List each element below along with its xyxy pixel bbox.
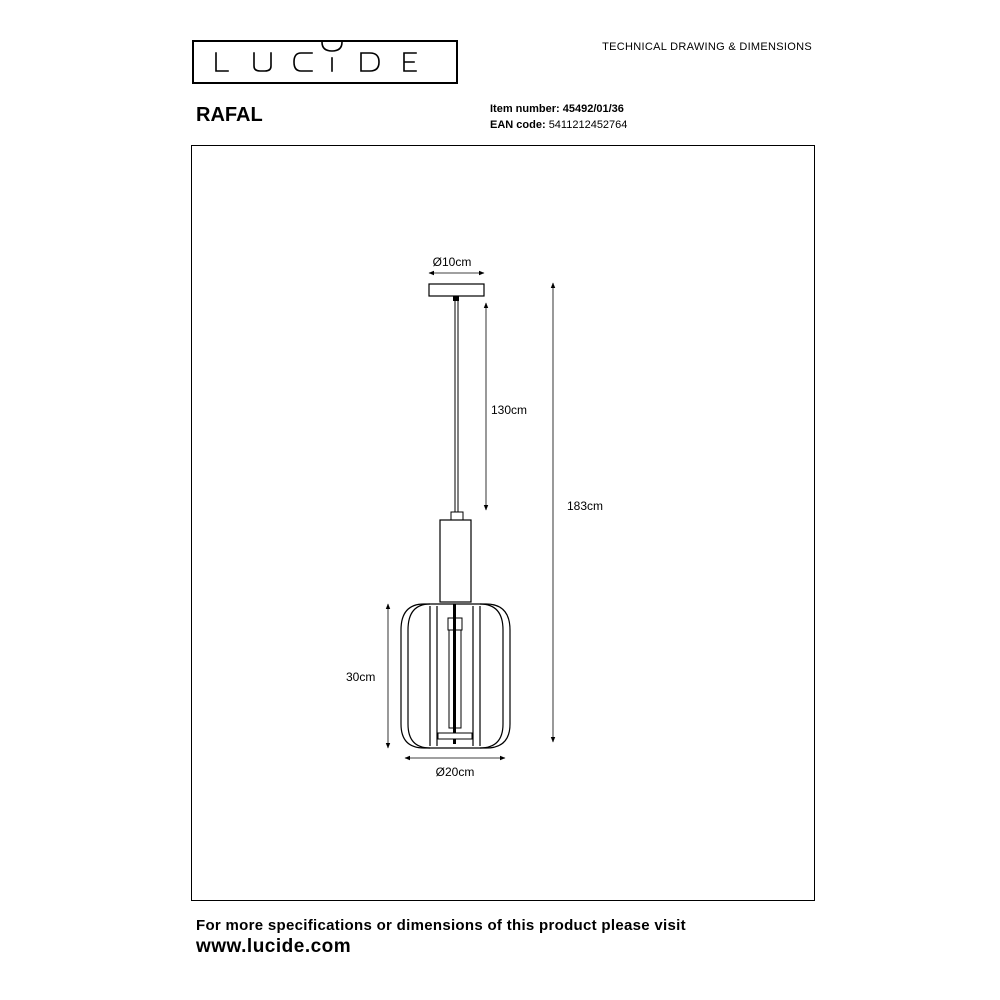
canopy-diameter-label: Ø10cm [432, 255, 472, 269]
cable-length-label: 130cm [491, 403, 528, 417]
ceiling-canopy [429, 284, 484, 301]
canopy-diameter-dimension [429, 255, 484, 273]
footer-text: For more specifications or dimensions of this product please visit [196, 917, 686, 934]
shade-diameter-label: Ø20cm [435, 765, 475, 779]
cable-length-dimension [486, 303, 527, 510]
document-type: TECHNICAL DRAWING & DIMENSIONS [602, 41, 812, 53]
total-height-label: 183cm [567, 499, 604, 513]
lamp-holder-tube [438, 512, 472, 744]
ean-code-value: 5411212452764 [548, 119, 628, 131]
shade-height-label: 30cm [346, 670, 376, 684]
shade-height-dimension [346, 604, 388, 748]
item-number-value: 45492/01/36 [562, 103, 624, 115]
website-link[interactable]: www.lucide.com [196, 936, 352, 957]
ean-code-label: EAN code: [490, 119, 546, 131]
product-name: RAFAL [196, 104, 263, 126]
total-height-dimension [553, 283, 603, 742]
suspension-cable [455, 301, 458, 517]
item-number-label: Item number: [490, 103, 560, 115]
shade-diameter-dimension [405, 758, 505, 779]
